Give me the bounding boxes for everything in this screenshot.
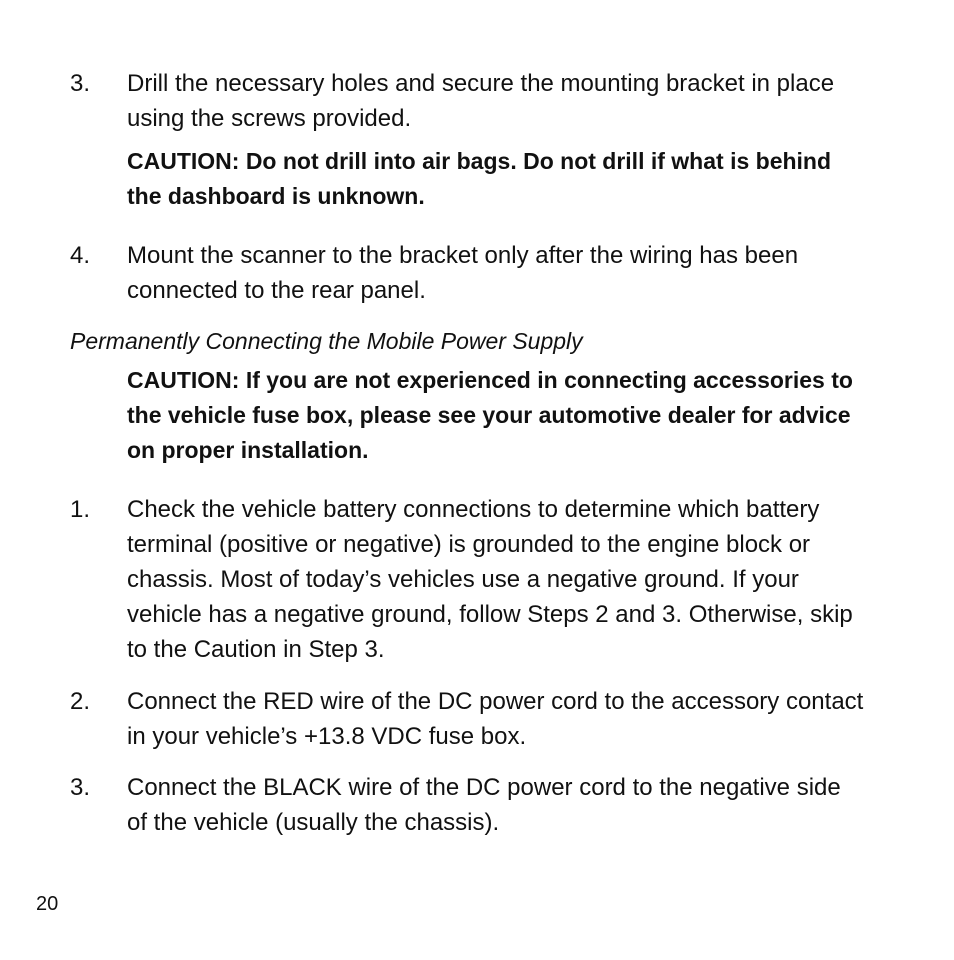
step-text: Connect the BLACK wire of the DC power cord to the negative side of the vehicle (usually the chassis). xyxy=(127,774,841,836)
power-step-2 xyxy=(70,684,870,754)
step-4-mount-scanner xyxy=(70,238,870,308)
step-number: 4. xyxy=(70,242,91,269)
step-number: 2. xyxy=(70,688,91,715)
step-number: 3. xyxy=(70,774,91,801)
step-3-mounting-bracket xyxy=(70,66,870,136)
step-number: 1. xyxy=(70,496,91,523)
section-heading: Permanently Connecting the Mobile Power Supply xyxy=(70,328,583,354)
caution-fuse-box: CAUTION: If you are not experienced in connecting accessories to the vehicle fuse box, please see your automotive dealer for advice on proper installation. xyxy=(127,367,853,463)
caution-airbags: CAUTION: Do not drill into air bags. Do not drill if what is behind the dashboard is unknown. xyxy=(127,148,832,209)
step-number: 3. xyxy=(70,70,91,97)
step-text: Check the vehicle battery connections to determine which battery terminal (positive or negative) is grounded to the engine block or chassis. Most of today’s vehicles use a negative ground. If your vehicle has a negative ground, follow Steps 2 and 3. Otherwise, skip to the Caution in Step 3. xyxy=(127,496,853,663)
power-step-3 xyxy=(70,770,870,840)
step-text: Mount the scanner to the bracket only after the wiring has been connected to the rear panel. xyxy=(127,242,799,304)
step-text: Connect the RED wire of the DC power cord to the accessory contact in your vehicle’s +13.8 VDC fuse box. xyxy=(127,688,864,750)
step-text: Drill the necessary holes and secure the mounting bracket in place using the screws provided. xyxy=(127,70,835,132)
power-step-1 xyxy=(70,492,870,667)
page-number: 20 xyxy=(36,893,59,915)
